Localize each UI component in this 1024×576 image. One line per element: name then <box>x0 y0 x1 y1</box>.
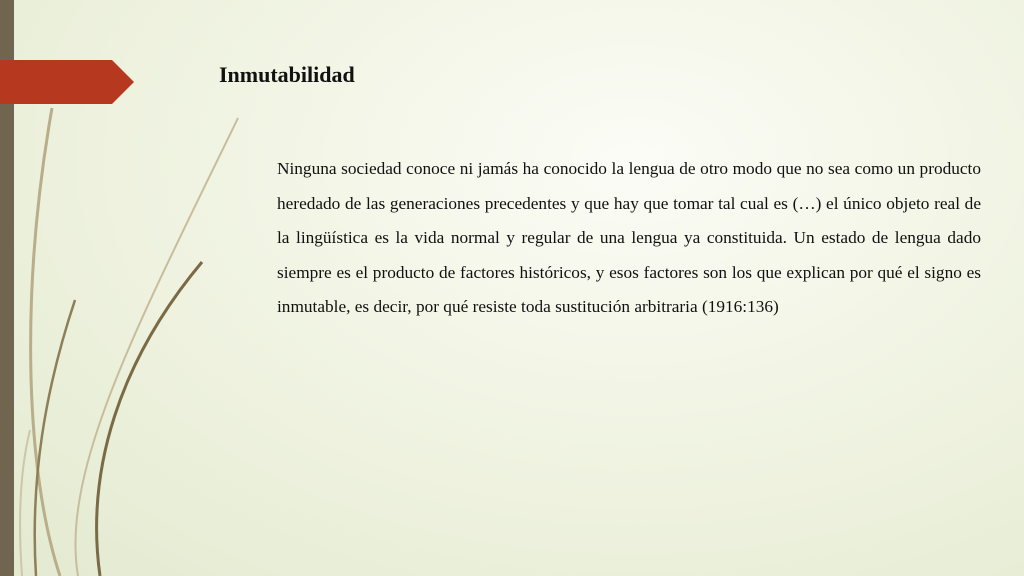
grass-stem-2 <box>35 300 75 576</box>
grass-stem-3 <box>75 118 238 576</box>
grass-stem-5 <box>20 430 30 576</box>
grass-stem-1 <box>31 108 60 576</box>
quote-paragraph: Ninguna sociedad conoce ni jamás ha conocido la lengua de otro modo que no sea como un producto heredado de las generaciones precedentes y que hay que tomar tal cual es (…) el único objeto real de la lingüística es la vida normal y regular de una lengua ya constituida. Un estado de lengua dado siempre es el producto de factores históricos, y esos factores son los que explican por qué el signo es inmutable, es decir, por qué resiste toda sustitución arbitraria (1916:136) <box>277 159 981 316</box>
title-arrow-shape <box>0 60 134 104</box>
grass-stem-4 <box>97 262 202 576</box>
slide-title: Inmutabilidad <box>219 62 355 87</box>
